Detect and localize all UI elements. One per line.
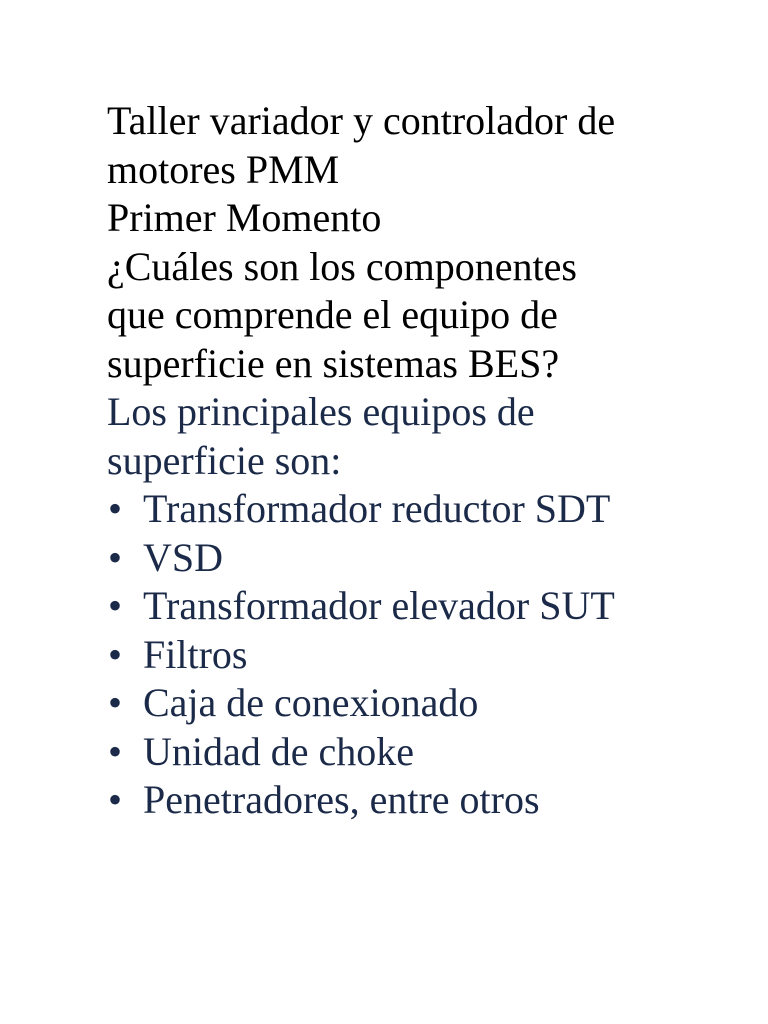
title-line-2: motores PMM bbox=[107, 146, 340, 192]
bullet-point: • bbox=[108, 777, 123, 822]
document-page bbox=[107, 97, 727, 825]
bullet-point: • bbox=[108, 631, 123, 677]
components-list bbox=[107, 485, 727, 825]
question-line-2: que comprende el equipo de bbox=[107, 292, 558, 337]
list-item bbox=[107, 485, 727, 534]
list-item bbox=[107, 776, 727, 825]
list-item-text: Filtros bbox=[143, 631, 248, 677]
answer-intro-line-2: superficie son: bbox=[107, 437, 342, 483]
bullet-point: • bbox=[108, 534, 123, 580]
document-subtitle: Primer Momento bbox=[107, 195, 382, 240]
list-item-text: Penetradores, entre otros bbox=[143, 777, 540, 822]
bullet-point: • bbox=[108, 583, 123, 628]
answer-intro-line-1: Los principales equipos de bbox=[107, 389, 535, 434]
list-item-text: VSD bbox=[143, 534, 224, 580]
bullet-point: • bbox=[108, 680, 123, 725]
question-line-1: ¿Cuáles son los componentes bbox=[107, 243, 577, 289]
answer-intro bbox=[107, 388, 727, 485]
bullet-point: • bbox=[108, 728, 123, 774]
document-title bbox=[107, 97, 727, 194]
list-item bbox=[107, 679, 727, 728]
question-text bbox=[107, 243, 727, 389]
list-item-text: Transformador reductor SDT bbox=[143, 486, 611, 531]
title-line-1: Taller variador y controlador de bbox=[107, 98, 616, 143]
list-item-text: Transformador elevador SUT bbox=[143, 583, 615, 628]
bullet-point: • bbox=[108, 486, 123, 531]
list-item bbox=[107, 582, 727, 631]
list-item bbox=[107, 728, 727, 777]
list-item-text: Caja de conexionado bbox=[143, 680, 479, 725]
list-item bbox=[107, 631, 727, 680]
question-line-3: superficie en sistemas BES? bbox=[107, 340, 560, 386]
list-item-text: Unidad de choke bbox=[143, 728, 415, 774]
list-item bbox=[107, 534, 727, 583]
